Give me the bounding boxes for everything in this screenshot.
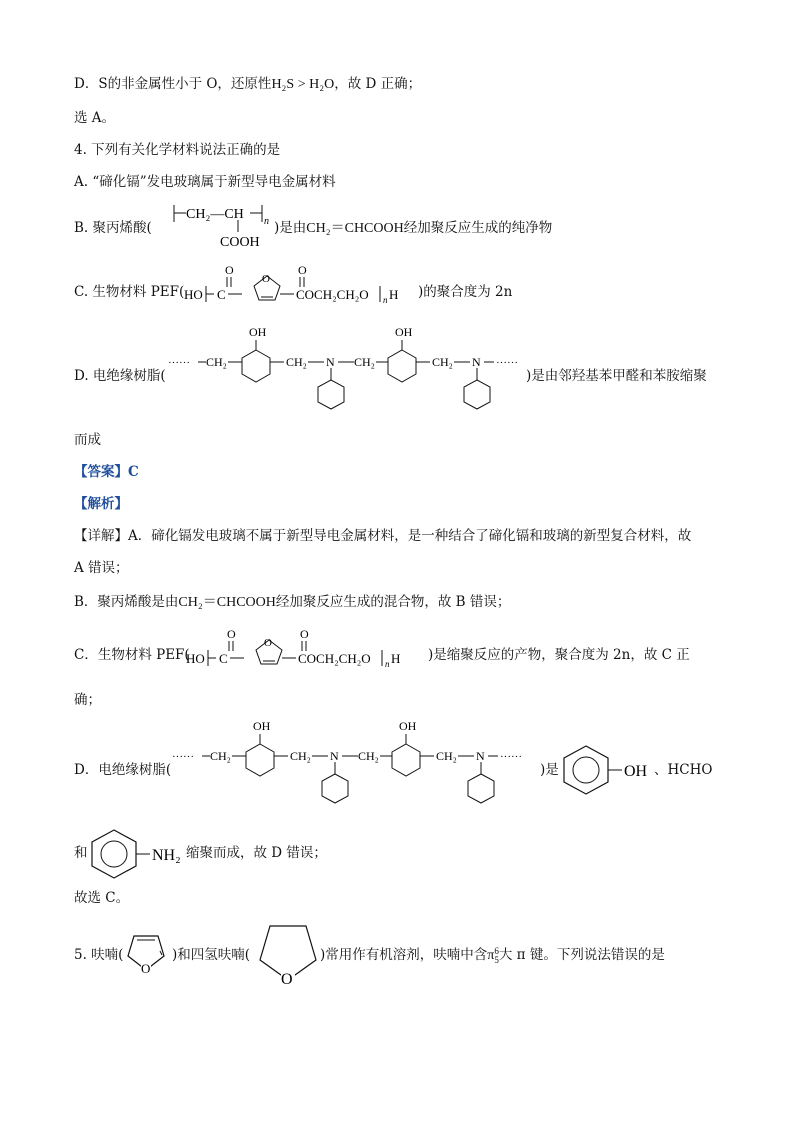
svg-text:CH₂: CH₂ [206, 355, 227, 369]
svg-text:O: O [227, 627, 236, 641]
pef-structure-detail [186, 626, 426, 668]
pi-sub: 5 [494, 954, 499, 965]
svg-text:n: n [385, 659, 390, 669]
resin-structure-detail [172, 716, 532, 806]
paa-main: CH₂—CH [186, 207, 244, 222]
svg-text:OH: OH [253, 719, 271, 733]
q4-option-d-suffix: )是由邻羟基苯甲醛和苯胺缩聚 [526, 368, 707, 384]
svg-text:O: O [262, 273, 270, 285]
svg-text:C: C [219, 651, 228, 666]
pi-sup: 6 [494, 945, 499, 956]
svg-text:O: O [141, 961, 151, 976]
svg-text:O: O [281, 971, 293, 988]
detail-b [74, 592, 510, 613]
q4-option-c-prefix: C. 生物材料 PEF( [74, 284, 185, 300]
svg-text:CH₂: CH₂ [354, 355, 375, 369]
text: B．聚丙烯酸是由 [74, 594, 179, 610]
aniline-structure [90, 826, 200, 882]
svg-text:CH₂: CH₂ [432, 355, 453, 369]
detail-d-hcho: 、HCHO [654, 762, 713, 778]
q4-stem: 4. 下列有关化学材料说法正确的是 [74, 142, 281, 158]
svg-text:O: O [264, 637, 272, 649]
q4-option-b-rest [274, 218, 552, 239]
q4-option-c-suffix: )的聚合度为 2n [418, 284, 513, 300]
svg-text:N: N [472, 355, 481, 369]
detail-c-cont: 确； [74, 692, 101, 708]
svg-text:CH₂: CH₂ [436, 749, 457, 763]
formula: H₂S > H₂O [271, 77, 335, 92]
svg-text:N: N [476, 749, 485, 763]
text: D．S的非金属性小于 O，还原性 [74, 76, 272, 92]
paa-side: COOH [220, 235, 260, 250]
svg-text:O: O [300, 627, 309, 641]
q4-option-b-prefix: B. 聚丙烯酸( [74, 220, 152, 236]
choose-c-line: 故选 C。 [74, 890, 130, 906]
svg-text:OH: OH [624, 763, 648, 780]
svg-text:CH₂: CH₂ [290, 749, 311, 763]
svg-text:O: O [225, 263, 234, 277]
svg-text:COCH₂CH₂O: COCH₂CH₂O [296, 287, 369, 302]
svg-text:CH₂: CH₂ [286, 355, 307, 369]
svg-text:OH: OH [249, 325, 267, 339]
detail-d-prefix: D．电绝缘树脂( [74, 762, 172, 778]
resin-structure [168, 322, 528, 412]
detail-d-is: )是 [540, 762, 559, 778]
detail-a: 【详解】A．碲化镉发电玻璃不属于新型导电金属材料，是一种结合了碲化镉和玻璃的新型复合材料，故 [74, 528, 692, 544]
detail-c-prefix: C．生物材料 PEF( [74, 647, 190, 663]
svg-text:······: ······ [168, 357, 190, 369]
svg-text:······: ······ [500, 751, 522, 763]
svg-text:COCH₂CH₂O: COCH₂CH₂O [298, 651, 371, 666]
svg-text:OH: OH [395, 325, 413, 339]
detail-d-and: 和 [74, 845, 88, 861]
d-conclusion-line [74, 74, 421, 95]
svg-text:······: ······ [496, 357, 518, 369]
formula: CH₂＝CHCOOH [306, 221, 404, 236]
text: ，故 D 正确； [334, 76, 422, 92]
text: 经加聚反应生成的混合物，故 B 错误； [275, 594, 511, 610]
svg-text:CH₂: CH₂ [210, 749, 231, 763]
thf-structure [256, 916, 322, 986]
detail-d-end: 缩聚而成，故 D 错误； [186, 845, 327, 861]
text: )是由 [274, 220, 307, 236]
polyacrylic-acid-structure [172, 200, 282, 250]
svg-text:CH₂: CH₂ [358, 749, 379, 763]
svg-text:HO: HO [184, 287, 203, 302]
svg-text:OH: OH [399, 719, 417, 733]
furan-structure [124, 926, 174, 974]
pef-structure [184, 262, 424, 304]
answer-label: 【答案】C [74, 464, 139, 480]
svg-text:N: N [330, 749, 339, 763]
q5-suffix [320, 945, 665, 966]
q4-option-a: A. “碲化镉”发电玻璃属于新型导电金属材料 [74, 174, 336, 190]
svg-text:HO: HO [186, 651, 205, 666]
analysis-label: 【解析】 [74, 496, 128, 512]
svg-text:H: H [389, 287, 399, 302]
text: 大 π 键。下列说法错误的是 [498, 947, 665, 963]
svg-text:······: ······ [172, 751, 194, 763]
q5-prefix: 5. 呋喃( [74, 947, 124, 963]
detail-a-cont: A 错误； [74, 560, 129, 576]
pi-bond-notation [487, 945, 499, 965]
q4-option-d-cont: 而成 [74, 432, 101, 448]
text: 经加聚反应生成的纯净物 [403, 220, 553, 236]
svg-text:C: C [217, 287, 226, 302]
detail-c-suffix: )是缩聚反应的产物，聚合度为 2n，故 C 正 [428, 647, 690, 663]
pi: π [487, 948, 495, 963]
svg-text:NH₂: NH₂ [152, 847, 181, 864]
q5-mid: )和四氢呋喃( [172, 947, 251, 963]
text: )常用作有机溶剂，呋喃中含 [320, 947, 488, 963]
choose-a-line: 选 A。 [74, 110, 116, 126]
svg-text:N: N [326, 355, 335, 369]
svg-text:H: H [391, 651, 401, 666]
formula: CH₂＝CHCOOH [178, 595, 276, 610]
paa-n: n [264, 216, 269, 227]
svg-text:O: O [298, 263, 307, 277]
q4-option-d-prefix: D. 电绝缘树脂( [74, 368, 166, 384]
svg-text:n: n [383, 295, 388, 305]
